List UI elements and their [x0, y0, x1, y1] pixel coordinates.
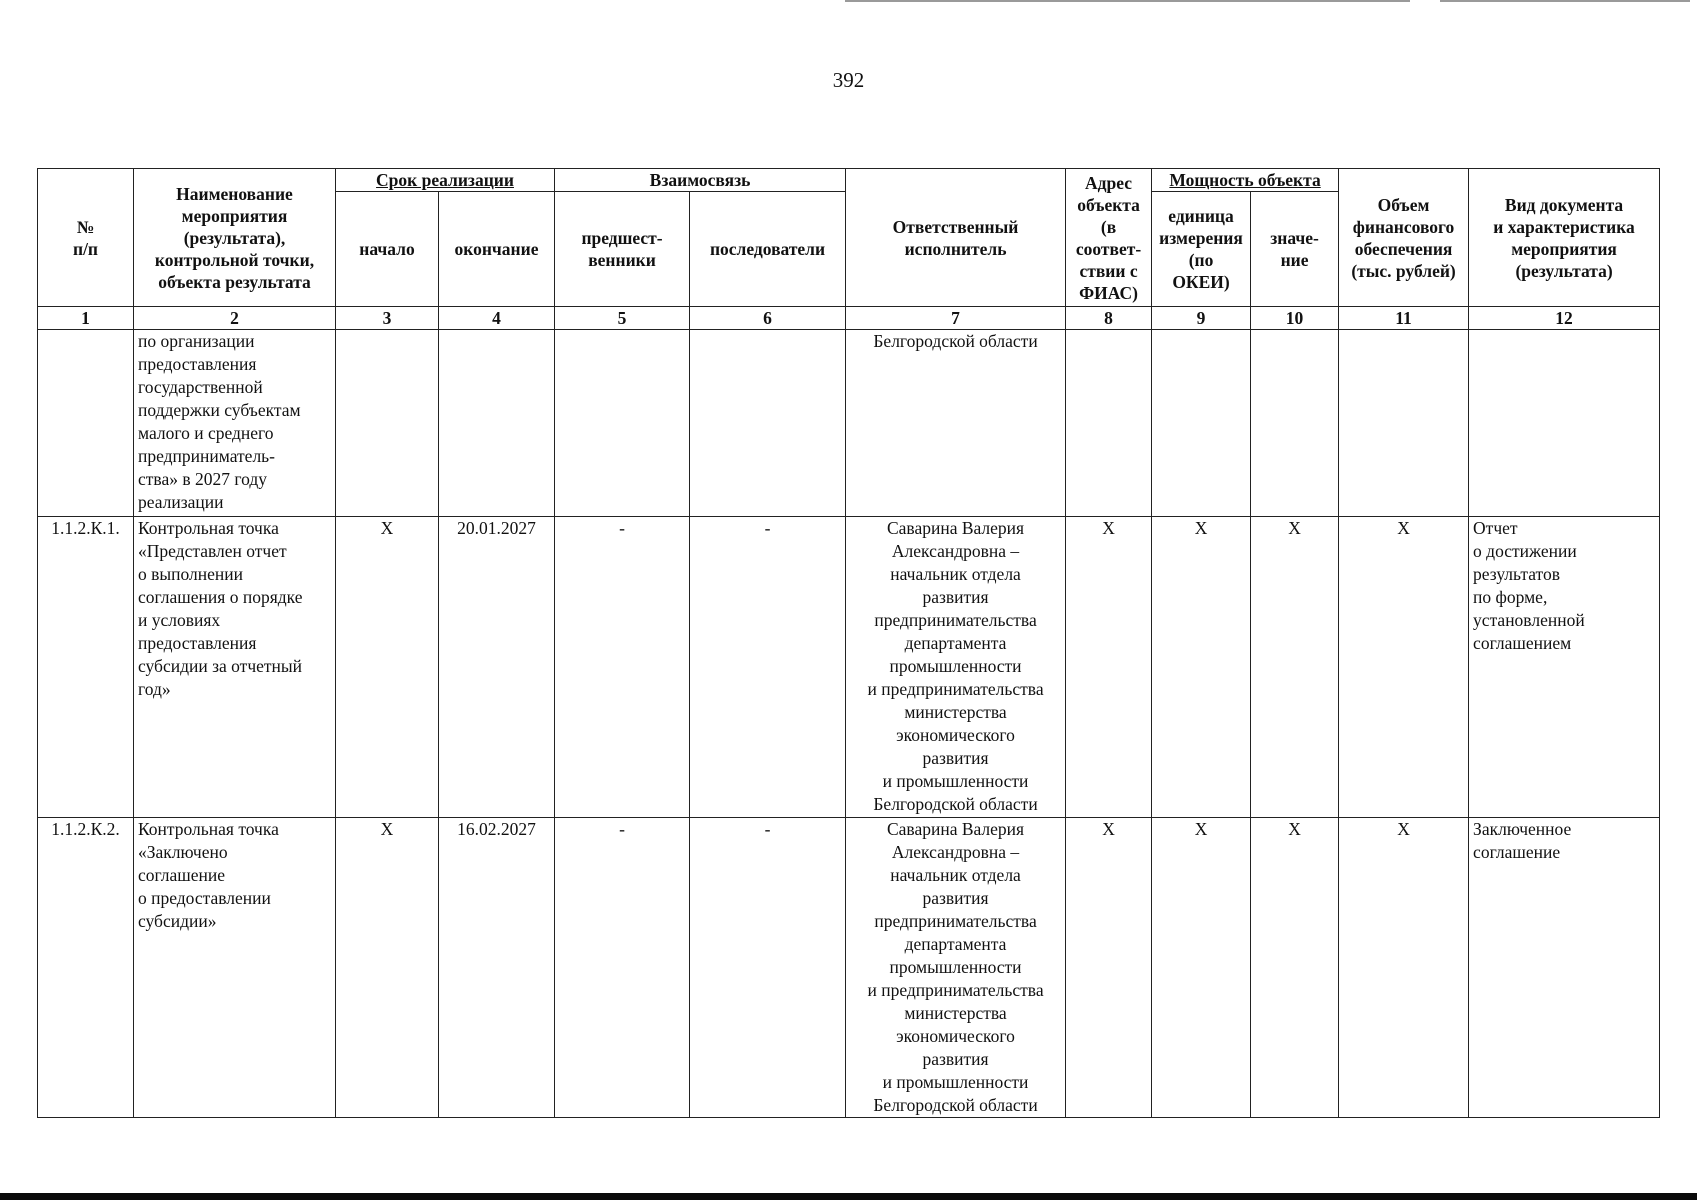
- header-predecessors: предшест- венники: [555, 192, 690, 307]
- table-row: [38, 517, 1660, 818]
- cell-name: Контрольная точка «Заключено соглашение о предоставлении субсидии»: [134, 818, 336, 1118]
- table-row: [38, 330, 1660, 517]
- column-number: 8: [1066, 307, 1152, 330]
- page-number: 392: [832, 68, 865, 92]
- cell-start: Х: [336, 818, 439, 1118]
- table-row: [38, 818, 1660, 1118]
- top-rule-left: [845, 0, 1410, 2]
- header-num: № п/п: [38, 169, 134, 307]
- cell-followers: -: [690, 818, 846, 1118]
- header-term-group: Срок реализации: [336, 169, 555, 192]
- header-name: Наименование мероприятия (результата), контрольной точки, объекта результата: [134, 169, 336, 307]
- cell-doc-type: [1469, 330, 1660, 517]
- plan-table: [37, 168, 1660, 1118]
- cell-executor: Белгородской области: [846, 330, 1066, 517]
- column-number-row: [38, 307, 1660, 330]
- cell-num: 1.1.2.К.1.: [38, 517, 134, 818]
- column-number: 6: [690, 307, 846, 330]
- header-address: Адрес объекта (в соответ- ствии с ФИАС): [1066, 169, 1152, 307]
- cell-predecessors: -: [555, 517, 690, 818]
- column-number: 5: [555, 307, 690, 330]
- cell-start: [336, 330, 439, 517]
- header-value: значе- ние: [1251, 192, 1339, 307]
- cell-executor: Саварина Валерия Александровна – начальник отдела развития предпринимательства департамента промышленности и предпринимательства министерства экономического развития и промышленности Белгородской области: [846, 818, 1066, 1118]
- cell-end: 20.01.2027: [439, 517, 555, 818]
- header-followers: последователи: [690, 192, 846, 307]
- cell-end: 16.02.2027: [439, 818, 555, 1118]
- header-row-groups: [38, 169, 1660, 192]
- column-number: 3: [336, 307, 439, 330]
- cell-doc-type: Заключенное соглашение: [1469, 818, 1660, 1118]
- header-executor: Ответственный исполнитель: [846, 169, 1066, 307]
- column-number: 2: [134, 307, 336, 330]
- cell-value: Х: [1251, 517, 1339, 818]
- cell-followers: [690, 330, 846, 517]
- cell-end: [439, 330, 555, 517]
- cell-financing: Х: [1339, 517, 1469, 818]
- header-unit: единица измерения (по ОКЕИ): [1152, 192, 1251, 307]
- column-number: 1: [38, 307, 134, 330]
- top-rule-right: [1440, 0, 1690, 2]
- header-start: начало: [336, 192, 439, 307]
- cell-address: Х: [1066, 517, 1152, 818]
- cell-unit: Х: [1152, 517, 1251, 818]
- column-number: 9: [1152, 307, 1251, 330]
- cell-address: Х: [1066, 818, 1152, 1118]
- cell-unit: Х: [1152, 818, 1251, 1118]
- cell-num: [38, 330, 134, 517]
- header-capacity-group: Мощность объекта: [1152, 169, 1339, 192]
- header-doc-type: Вид документа и характеристика мероприятия (результата): [1469, 169, 1660, 307]
- scan-bottom-edge: [0, 1193, 1697, 1200]
- cell-name: Контрольная точка «Представлен отчет о выполнении соглашения о порядке и условиях предоставления субсидии за отчетный год»: [134, 517, 336, 818]
- header-relation-group: Взаимосвязь: [555, 169, 846, 192]
- cell-executor: Саварина Валерия Александровна – начальник отдела развития предпринимательства департамента промышленности и предпринимательства министерства экономического развития и промышленности Белгородской области: [846, 517, 1066, 818]
- column-number: 10: [1251, 307, 1339, 330]
- cell-address: [1066, 330, 1152, 517]
- cell-followers: -: [690, 517, 846, 818]
- cell-predecessors: -: [555, 818, 690, 1118]
- cell-value: [1251, 330, 1339, 517]
- header-end: окончание: [439, 192, 555, 307]
- cell-financing: Х: [1339, 818, 1469, 1118]
- cell-name: по организации предоставления государственной поддержки субъектам малого и среднего предприниматель- ства» в 2027 году реализации: [134, 330, 336, 517]
- column-number: 4: [439, 307, 555, 330]
- cell-unit: [1152, 330, 1251, 517]
- cell-value: Х: [1251, 818, 1339, 1118]
- header-financing: Объем финансового обеспечения (тыс. рублей): [1339, 169, 1469, 307]
- cell-doc-type: Отчет о достижении результатов по форме, установленной соглашением: [1469, 517, 1660, 818]
- cell-financing: [1339, 330, 1469, 517]
- column-number: 11: [1339, 307, 1469, 330]
- column-number: 12: [1469, 307, 1660, 330]
- column-number: 7: [846, 307, 1066, 330]
- cell-num: 1.1.2.К.2.: [38, 818, 134, 1118]
- cell-start: Х: [336, 517, 439, 818]
- cell-predecessors: [555, 330, 690, 517]
